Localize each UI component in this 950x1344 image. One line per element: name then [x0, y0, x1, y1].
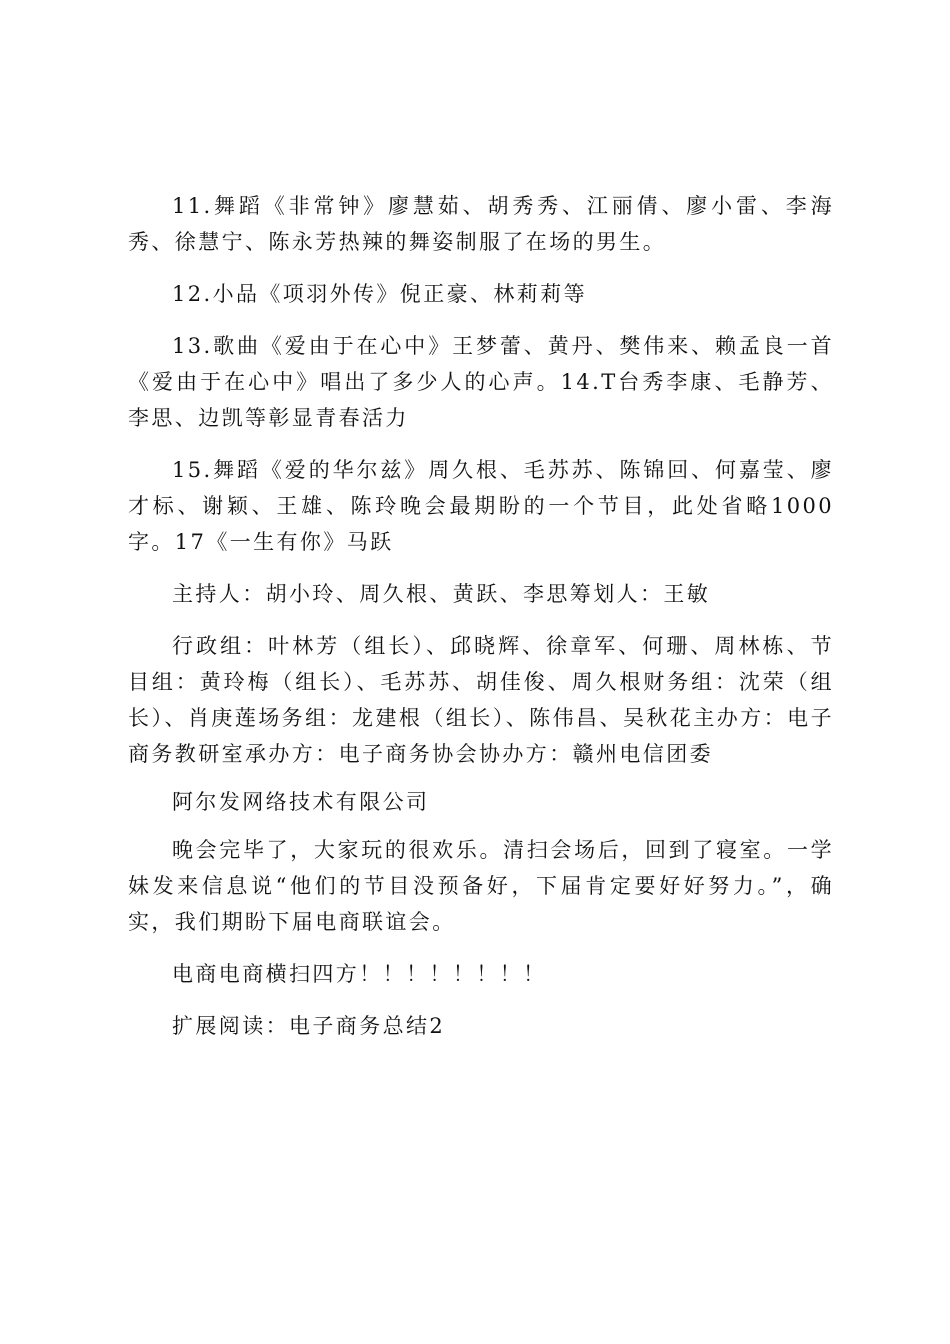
paragraph-after-party: 晚会完毕了，大家玩的很欢乐。清扫会场后，回到了寝室。一学妹发来信息说“他们的节目没预备好，下届肯定要好好努力。”，确实，我们期盼下届电商联谊会。	[128, 838, 834, 934]
paragraph-hosts: 主持人：胡小玲、周久根、黄跃、李思筹划人：王敏	[172, 582, 711, 606]
paragraph-company: 阿尔发网络技术有限公司	[172, 790, 430, 814]
paragraph-extended-reading: 扩展阅读：电子商务总结2	[172, 1014, 446, 1038]
paragraph-skit-xiangyu: 12.小品《项羽外传》倪正豪、林莉莉等	[172, 282, 587, 306]
paragraph-slogan: 电商电商横扫四方！！！！！！！！	[172, 962, 547, 986]
paragraph-dance-feichangzhong: 11.舞蹈《非常钟》廖慧茹、胡秀秀、江丽倩、廖小雷、李海秀、徐慧宁、陈永芳热辣的舞姿制服了在场的男生。	[128, 194, 834, 254]
paragraph-organizers: 行政组：叶林芳（组长）、邱晓辉、徐章军、何珊、周林栋、节目组：黄玲梅（组长）、毛苏苏、胡佳俊、周久根财务组：沈荣（组长）、肖庚莲场务组：龙建根（组长）、陈伟昌、吴秋花主办方：电子商务教研室承办方：电子商务协会协办方：赣州电信团委	[128, 634, 834, 766]
paragraph-song-and-tshow: 13.歌曲《爱由于在心中》王梦蕾、黄丹、樊伟来、赖孟良一首《爱由于在心中》唱出了多少人的心声。14.T台秀李康、毛静芳、李思、边凯等彰显青春活力	[128, 334, 834, 430]
document-body	[128, 188, 834, 1044]
paragraph-dance-waltz: 15.舞蹈《爱的华尔兹》周久根、毛苏苏、陈锦回、何嘉莹、廖才标、谢颖、王雄、陈玲晚会最期盼的一个节目，此处省略1000字。17《一生有你》马跃	[128, 458, 834, 554]
